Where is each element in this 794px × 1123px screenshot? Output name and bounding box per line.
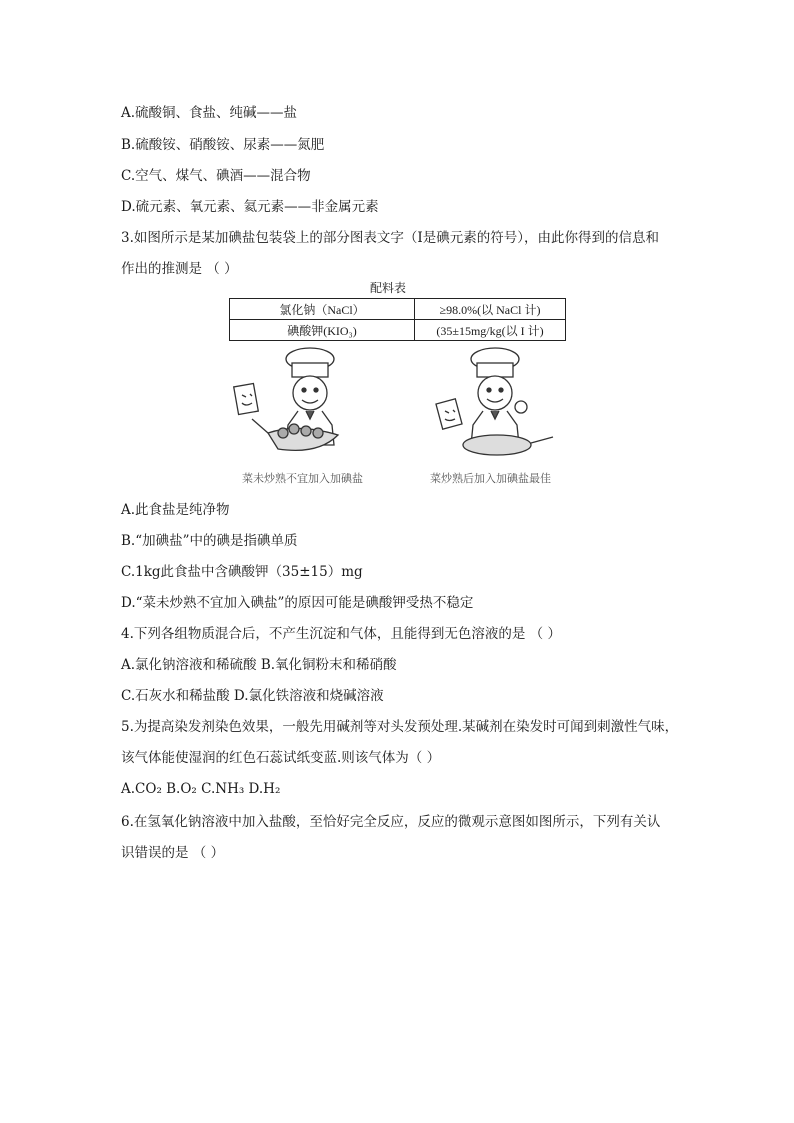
table-row (230, 299, 566, 320)
q4-options-cd: C.石灰水和稀盐酸 D.氯化铁溶液和烧碱溶液 (121, 688, 384, 704)
q5-stem-line2: 该气体能使湿润的红色石蕊试纸变蓝.则该气体为（ ） (121, 750, 441, 766)
q2-option-c: C.空气、煤气、碘酒——混合物 (121, 168, 311, 184)
q5-stem-line1: 5.为提高染发剂染色效果，一般先用碱剂等对头发预处理.某碱剂在染发时可闻到刺激性气味， (121, 719, 679, 735)
caption-left: 菜未炒熟不宜加入加碘盐 (242, 472, 363, 485)
q2-option-d: D.硫元素、氧元素、氦元素——非金属元素 (121, 199, 379, 215)
ingredient-table-title: 配料表 (370, 281, 407, 295)
ingredient-table (229, 298, 566, 341)
q3-stem-line2: 作出的推测是 （ ） (121, 261, 238, 277)
table-cell: 氯化钠（NaCl） (230, 299, 415, 320)
table-cell: ≥98.0%(以 NaCl 计) (415, 299, 566, 320)
table-cell: 碘酸钾(KIO₃) (230, 320, 415, 341)
q5-options: A.CO₂ B.O₂ C.NH₃ D.H₂ (121, 781, 281, 797)
q3-option-a: A.此食盐是纯净物 (121, 502, 230, 518)
caption-right: 菜炒熟后加入加碘盐最佳 (430, 472, 551, 485)
q6-stem-line1: 6.在氢氧化钠溶液中加入盐酸，至恰好完全反应，反应的微观示意图如图所示，下列有关认 (121, 814, 661, 830)
chef-illustration-right (425, 345, 565, 465)
q6-stem-line2: 识错误的是 （ ） (121, 845, 225, 861)
q3-option-b: B.“加碘盐”中的碘是指碘单质 (121, 533, 298, 549)
table-cell: (35±15mg/kg(以 I 计) (415, 320, 566, 341)
q4-stem: 4.下列各组物质混合后，不产生沉淀和气体，且能得到无色溶液的是 （ ） (121, 626, 561, 642)
chef-illustration-left (228, 345, 368, 465)
q3-stem-line1: 3.如图所示是某加碘盐包装袋上的部分图表文字（I是碘元素的符号），由此你得到的信息和 (121, 230, 659, 246)
table-row (230, 320, 566, 341)
q2-option-b: B.硫酸铵、硝酸铵、尿素——氮肥 (121, 137, 325, 153)
q3-option-d: D.“菜未炒熟不宜加入碘盐”的原因可能是碘酸钾受热不稳定 (121, 595, 474, 611)
q3-option-c: C.1kg此食盐中含碘酸钾（35±15）mg (121, 564, 363, 580)
q4-options-ab: A.氯化钠溶液和稀硫酸 B.氧化铜粉末和稀硝酸 (121, 657, 397, 673)
q2-option-a: A.硫酸铜、食盐、纯碱——盐 (121, 105, 298, 121)
